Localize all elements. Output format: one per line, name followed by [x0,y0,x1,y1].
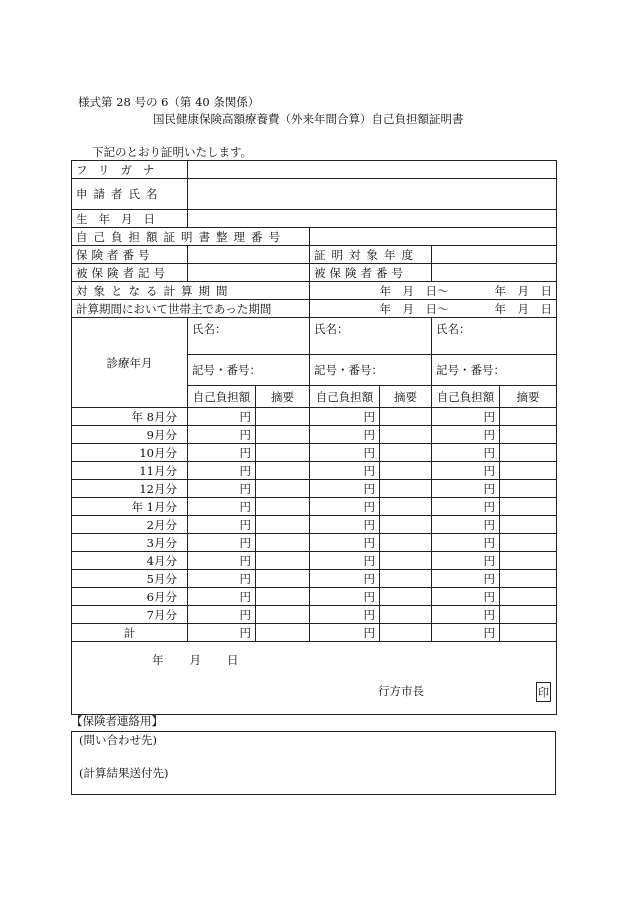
mayor-label: 行方市長 [378,684,424,698]
cert-year-field[interactable] [432,246,557,264]
contact-box [71,731,556,795]
amount-cell[interactable]: 円 [188,462,256,480]
month-label: 12月分 [72,480,188,498]
birth-field[interactable] [188,210,557,228]
remarks-cell[interactable] [256,552,310,570]
remarks-cell[interactable] [256,426,310,444]
head-period-field[interactable]: 年 月 日～ 年 月 日 [310,300,557,318]
amount-cell[interactable]: 円 [188,570,256,588]
period-label: 対象となる計算期間 [72,282,310,300]
amount-cell[interactable]: 円 [310,624,380,642]
insured-no-label: 被保険者番号 [310,264,432,282]
remarks-cell[interactable] [256,444,310,462]
amount-cell[interactable]: 円 [310,480,380,498]
amount-cell[interactable]: 円 [432,480,500,498]
total-label: 計 [72,624,188,642]
issue-date: 年 月 日 [152,653,240,667]
remarks-cell[interactable] [380,408,432,426]
remarks-cell[interactable] [256,570,310,588]
amount-cell[interactable]: 円 [310,588,380,606]
month-row [72,408,557,426]
birth-label: 生年月日 [72,210,188,228]
amount-header-1: 自己負担額 [188,386,256,408]
amount-cell[interactable]: 円 [432,552,500,570]
remarks-cell[interactable] [500,588,557,606]
remarks-cell[interactable] [380,516,432,534]
form-number: 様式第 28 号の 6（第 40 条関係） [78,95,260,109]
amount-cell[interactable]: 円 [188,408,256,426]
remarks-cell[interactable] [500,552,557,570]
remarks-cell[interactable] [380,462,432,480]
month-label: 6月分 [72,588,188,606]
month-row [72,462,557,480]
insurer-no-field[interactable] [188,246,310,264]
amount-cell[interactable]: 円 [310,426,380,444]
month-label: 11月分 [72,462,188,480]
amount-cell[interactable]: 円 [432,570,500,588]
amount-header-3: 自己負担額 [432,386,500,408]
remarks-cell[interactable] [256,624,310,642]
amount-cell[interactable]: 円 [188,480,256,498]
inquiry-label: (問い合わせ先) [79,733,157,747]
amount-cell[interactable]: 円 [432,624,500,642]
remarks-cell[interactable] [380,534,432,552]
month-row [72,606,557,624]
month-label: 年 8月分 [72,408,188,426]
remarks-cell[interactable] [256,606,310,624]
month-label: 5月分 [72,570,188,588]
amount-cell[interactable]: 円 [188,588,256,606]
remarks-cell[interactable] [380,624,432,642]
remarks-cell[interactable] [380,606,432,624]
amount-cell[interactable]: 円 [188,624,256,642]
seal-text: 印 [536,682,551,702]
remarks-cell[interactable] [256,408,310,426]
remarks-cell[interactable] [500,570,557,588]
amount-cell[interactable]: 円 [432,588,500,606]
remarks-cell[interactable] [500,408,557,426]
remarks-cell[interactable] [380,498,432,516]
amount-cell[interactable]: 円 [432,408,500,426]
remarks-cell[interactable] [380,570,432,588]
head-period-label: 計算期間において世帯主であった期間 [72,300,310,318]
remarks-cell[interactable] [256,462,310,480]
amount-cell[interactable]: 円 [432,516,500,534]
remarks-cell[interactable] [256,516,310,534]
insurer-1-name[interactable]: 氏名： [188,318,310,355]
remarks-cell[interactable] [380,426,432,444]
month-row [72,588,557,606]
month-label: 10月分 [72,444,188,462]
remarks-cell[interactable] [380,444,432,462]
amount-header-2: 自己負担額 [310,386,380,408]
insurer-2-name[interactable]: 氏名： [310,318,432,355]
name-label: 申請者氏名 [72,179,188,210]
remarks-cell[interactable] [500,462,557,480]
remarks-cell[interactable] [256,588,310,606]
month-row [72,570,557,588]
insurer-3-symbol[interactable]: 記号・番号： [432,355,557,386]
contact-heading: 【保険者連絡用】 [71,714,163,728]
amount-cell[interactable]: 円 [188,498,256,516]
cert-no-field[interactable] [310,228,557,246]
remarks-cell[interactable] [500,480,557,498]
month-label: 4月分 [72,552,188,570]
certificate-table [71,160,556,715]
remarks-cell[interactable] [380,552,432,570]
amount-cell[interactable]: 円 [310,444,380,462]
month-label: 7月分 [72,606,188,624]
month-row [72,426,557,444]
month-label: 9月分 [72,426,188,444]
period-field[interactable]: 年 月 日～ 年 月 日 [310,282,557,300]
furigana-field[interactable] [188,161,557,179]
month-row [72,552,557,570]
amount-cell[interactable]: 円 [310,462,380,480]
remarks-cell[interactable] [500,534,557,552]
month-row [72,444,557,462]
month-row [72,516,557,534]
insurer-no-label: 保険者番号 [72,246,188,264]
insurer-1-symbol[interactable]: 記号・番号： [188,355,310,386]
insured-no-field[interactable] [432,264,557,282]
name-field[interactable] [188,179,557,210]
remarks-cell[interactable] [500,624,557,642]
amount-cell[interactable]: 円 [310,552,380,570]
amount-cell[interactable]: 円 [310,534,380,552]
amount-cell[interactable]: 円 [310,408,380,426]
remarks-cell[interactable] [380,588,432,606]
amount-cell[interactable]: 円 [310,606,380,624]
month-label: 3月分 [72,534,188,552]
total-row [72,624,557,642]
month-label: 年 1月分 [72,498,188,516]
amount-cell[interactable]: 円 [188,552,256,570]
remarks-cell[interactable] [500,516,557,534]
remarks-header-2: 摘要 [380,386,432,408]
insurer-2-symbol[interactable]: 記号・番号： [310,355,432,386]
insured-symbol-field[interactable] [188,264,310,282]
remarks-cell[interactable] [500,444,557,462]
amount-cell[interactable]: 円 [188,606,256,624]
amount-cell[interactable]: 円 [188,444,256,462]
amount-cell[interactable]: 円 [188,426,256,444]
amount-cell[interactable]: 円 [310,498,380,516]
amount-cell[interactable]: 円 [188,516,256,534]
remarks-cell[interactable] [256,480,310,498]
remarks-header-1: 摘要 [256,386,310,408]
signature-block [72,642,557,715]
furigana-label: フリガナ [72,161,188,179]
seal-mark [536,682,551,702]
month-row [72,480,557,498]
remarks-cell[interactable] [256,534,310,552]
month-row [72,498,557,516]
remarks-cell[interactable] [500,498,557,516]
amount-cell[interactable]: 円 [432,498,500,516]
remarks-header-3: 摘要 [500,386,557,408]
send-to-label: (計算結果送付先) [79,766,169,780]
cert-year-label: 証明対象年度 [310,246,432,264]
amount-cell[interactable]: 円 [310,516,380,534]
row-header-label: 診療年月 [72,318,188,408]
remarks-cell[interactable] [380,480,432,498]
document-title: 国民健康保険高額療養費（外来年間合算）自己負担額証明書 [153,112,464,126]
remarks-cell[interactable] [500,606,557,624]
insured-symbol-label: 被保険者記号 [72,264,188,282]
amount-cell[interactable]: 円 [432,462,500,480]
cert-no-label: 自己負担額証明書整理番号 [72,228,310,246]
insurer-3-name[interactable]: 氏名： [432,318,557,355]
month-row [72,534,557,552]
month-label: 2月分 [72,516,188,534]
amount-cell[interactable]: 円 [432,444,500,462]
amount-cell[interactable]: 円 [432,606,500,624]
amount-cell[interactable]: 円 [188,534,256,552]
remarks-cell[interactable] [256,498,310,516]
amount-cell[interactable]: 円 [432,534,500,552]
remarks-cell[interactable] [500,426,557,444]
amount-cell[interactable]: 円 [310,570,380,588]
intro-text: 下記のとおり証明いたします。 [92,145,253,159]
amount-cell[interactable]: 円 [432,426,500,444]
